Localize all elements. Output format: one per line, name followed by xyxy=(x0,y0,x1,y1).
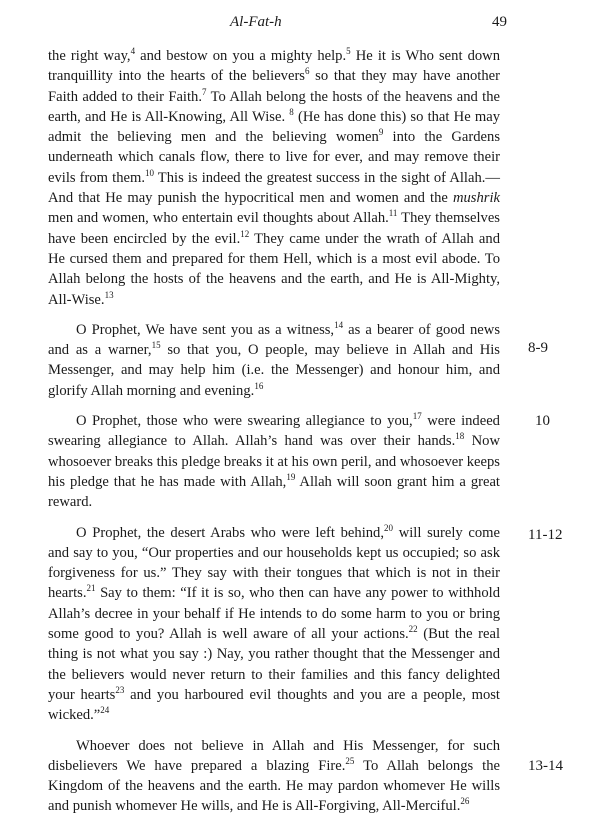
footnote-marker: 19 xyxy=(286,472,296,483)
page-number: 49 xyxy=(492,14,507,30)
text-run: as a bearer of good news and as a warner, xyxy=(48,321,500,359)
footnote-marker: 18 xyxy=(455,431,465,442)
text-run: They came under the wrath of Allah and He cursed them and prepared for them Hell, which is a most evil abode. To Allah belong the hosts of the heavens and the earth, and He is All-Mighty, All-Wise. xyxy=(48,230,500,308)
footnote-marker: 21 xyxy=(86,583,96,594)
text-run: were indeed swearing allegiance to Allah. Allah’s hand was over their hands. xyxy=(48,413,500,450)
footnote-marker: 23 xyxy=(115,685,125,696)
text-run: Say to them: “If it is so, who then can have any power to withhold Allah’s decree in your behalf if He intends to do some harm to you or bring some good to you? Allah is well aware of all your actions. xyxy=(48,585,500,643)
paragraph-continuation xyxy=(48,46,500,310)
text-run: Whoever does not believe in Allah and His Messenger, for such disbelievers We have prepared a blazing Fire. xyxy=(48,737,500,774)
paragraph-text xyxy=(48,522,501,724)
paragraph-text xyxy=(48,322,500,399)
text-run: This is indeed the greatest success in the sight of Allah.—And that He may punish the hypocritical men and women and the xyxy=(48,169,500,207)
paragraph-text xyxy=(48,48,500,308)
footnote-marker: 12 xyxy=(240,228,250,239)
footnote-marker: 26 xyxy=(460,796,470,807)
text-run: will surely come and say to you, “Our properties and our households kept us occupied; so ask forgiveness for us.” They say with their tongues that which is not in their hearts. xyxy=(48,524,501,602)
text-run: Now whosoever breaks this pledge breaks it at his own peril, and whosoever keeps his pledge that he has made with Allah, xyxy=(48,433,500,490)
footnote-marker: 8 xyxy=(289,107,294,118)
footnote-marker: 25 xyxy=(345,755,355,766)
footnote-marker: 9 xyxy=(378,127,384,138)
paragraph-text xyxy=(48,738,500,815)
verse-reference: 10 xyxy=(535,413,550,430)
footnote-marker: 7 xyxy=(202,86,207,97)
text-run: the right way, xyxy=(48,48,131,64)
text-run: so that you, O people, may believe in Allah and His Messenger, and may help him (i.e. the Messenger) and honour him, and glorify Allah morning and evening. xyxy=(48,342,500,399)
paragraph-verse-8-9 xyxy=(48,320,548,401)
text-run: into the Gardens underneath which canals flow, there to live for ever, and may remove their evils from them. xyxy=(48,129,501,186)
verse-reference: 13-14 xyxy=(528,757,563,774)
footnote-marker: 5 xyxy=(346,46,351,57)
text-run: O Prophet, We have sent you as a witness, xyxy=(76,321,335,338)
footnote-marker: 10 xyxy=(144,167,154,178)
paragraph-verse-10 xyxy=(48,411,550,512)
text-run: and you harboured evil thoughts and you are a people, most wicked.” xyxy=(48,686,500,724)
text-run: so that they may have another Faith added to their Faith. xyxy=(48,68,500,105)
footnote-marker: 15 xyxy=(151,340,161,351)
footnote-marker: 20 xyxy=(384,522,394,533)
text-body xyxy=(48,46,563,817)
footnote-marker: 14 xyxy=(334,320,344,330)
footnote-marker: 24 xyxy=(100,705,110,716)
text-run: and bestow on you a mighty help. xyxy=(135,48,347,64)
paragraph-verse-11-12 xyxy=(48,522,563,726)
text-run: They themselves have been encircled by the evil. xyxy=(48,210,500,247)
running-title: Al-Fat-h xyxy=(230,14,282,30)
text-run: (But the real thing is not what you say :) Nay, you rather thought that the Messenger and the believers would never return to their families and this fancy delighted your hearts xyxy=(48,626,500,703)
text-run: men and women, who entertain evil thoughts about Allah. xyxy=(48,210,389,227)
footnote-marker: 4 xyxy=(130,46,136,57)
verse-reference: 8-9 xyxy=(528,339,548,356)
text-run: O Prophet, the desert Arabs who were left behind, xyxy=(76,524,385,541)
footnote-marker: 11 xyxy=(388,208,398,219)
paragraph-verse-13-14 xyxy=(48,736,563,817)
footnote-marker: 17 xyxy=(412,411,422,422)
text-run: (He has done this) so that He may admit the believing men and the believing women xyxy=(48,108,500,146)
running-head xyxy=(0,14,600,36)
text-run: He it is Who sent down tranquillity into the hearts of the believers xyxy=(48,48,501,85)
verse-reference: 11-12 xyxy=(528,526,563,543)
italic-term: mushrik xyxy=(452,190,500,207)
paragraph-text xyxy=(48,413,500,510)
footnote-marker: 22 xyxy=(408,624,418,635)
footnote-marker: 16 xyxy=(254,380,264,391)
text-run: Allah will soon grant him a great reward. xyxy=(48,473,500,511)
text-run: To Allah belongs the Kingdom of the heavens and the earth. He may pardon whomever He wills and punish whomever He wills, and He is All-Forgiving, All-Merciful. xyxy=(48,757,500,815)
text-run: To Allah belong the hosts of the heavens and the earth, and He is All-Knowing, All Wise. xyxy=(48,88,500,125)
footnote-marker: 13 xyxy=(104,289,114,300)
text-run: O Prophet, those who were swearing allegiance to you, xyxy=(76,413,413,430)
footnote-marker: 6 xyxy=(304,66,310,77)
